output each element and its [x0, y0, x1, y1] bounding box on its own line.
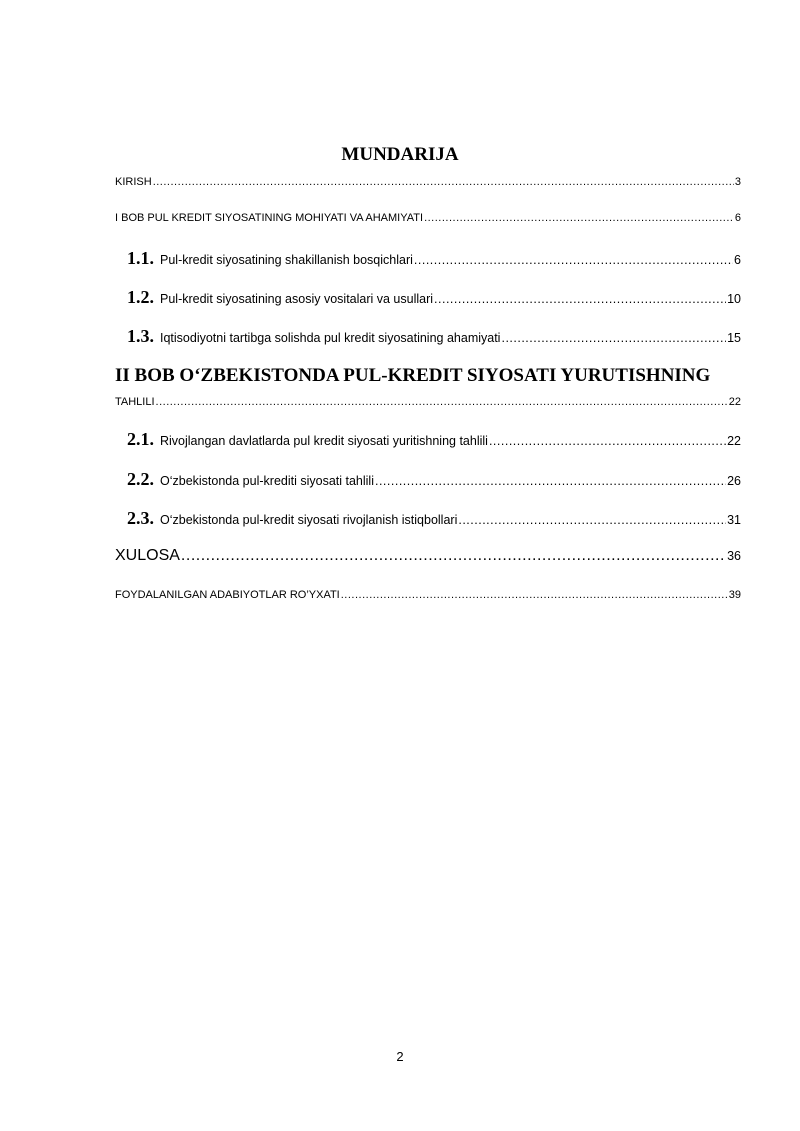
toc-leader-dots [424, 212, 734, 224]
toc-page-number: 22 [728, 396, 741, 408]
toc-entry-kirish[interactable] [115, 176, 741, 188]
toc-leader-dots [341, 589, 728, 601]
toc-entry-chapter-2[interactable] [115, 396, 741, 408]
toc-page-number: 3 [734, 176, 741, 188]
toc-entry-chapter-1[interactable] [115, 212, 741, 224]
toc-section-number: 1.3. [127, 326, 154, 346]
toc-section-number: 2.2. [127, 469, 154, 489]
toc-leader-dots [458, 513, 726, 527]
toc-leader-dots [181, 547, 726, 565]
toc-entry-label: O‘zbekistonda pul-kredit siyosati rivojlanish istiqbollari [160, 513, 458, 527]
toc-page-number: 15 [727, 331, 741, 345]
toc-page-number: 22 [727, 434, 741, 448]
toc-entry-label: O‘zbekistonda pul-krediti siyosati tahlili [160, 474, 374, 488]
toc-entry-references[interactable] [115, 589, 741, 601]
toc-entry-section-1-3[interactable] [127, 326, 741, 347]
toc-leader-dots [156, 396, 728, 408]
toc-leader-dots [489, 434, 726, 448]
toc-page-number: 26 [727, 474, 741, 488]
toc-page-number: 6 [734, 212, 741, 224]
toc-leader-dots [414, 253, 733, 267]
toc-section-number: 2.1. [127, 429, 154, 449]
toc-section-number: 1.1. [127, 248, 154, 268]
toc-page-number: 10 [727, 292, 741, 306]
toc-entry-label: Rivojlangan davlatlarda pul kredit siyosati yuritishning tahlili [160, 434, 488, 448]
page-number: 2 [396, 1049, 404, 1064]
toc-entry-xulosa[interactable] [115, 547, 741, 565]
toc-chapter-2-heading[interactable]: II BOB O‘ZBEKISTONDA PUL-KREDIT SIYOSATI YURUTISHNING [115, 365, 711, 386]
toc-entry-section-1-2[interactable] [127, 287, 741, 308]
toc-entry-label: Iqtisodiyotni tartibga solishda pul kredit siyosatining ahamiyati [160, 331, 501, 345]
toc-entry-label: Pul-kredit siyosatining shakillanish bosqichlari [160, 253, 413, 267]
toc-section-number: 2.3. [127, 508, 154, 528]
toc-leader-dots [434, 292, 726, 306]
toc-page-number: 36 [727, 549, 741, 563]
toc-entry-label: TAHLILI [115, 396, 155, 408]
toc-entry-section-1-1[interactable] [127, 248, 741, 269]
toc-entry-label: XULOSA [115, 547, 180, 564]
toc-title: MUNDARIJA [341, 144, 459, 165]
toc-entry-section-2-2[interactable] [127, 469, 741, 490]
toc-entry-label: I BOB PUL KREDIT SIYOSATINING MOHIYATI VA AHAMIYATI [115, 212, 424, 224]
toc-entry-section-2-1[interactable] [127, 429, 741, 450]
toc-page-number: 6 [734, 253, 741, 267]
toc-entry-label: Pul-kredit siyosatining asosiy vositalari va usullari [160, 292, 434, 306]
toc-leader-dots [375, 474, 726, 488]
toc-page-number: 31 [727, 513, 741, 527]
toc-entry-label: FOYDALANILGAN ADABIYOTLAR RO’YXATI [115, 589, 340, 601]
toc-entry-label: KIRISH [115, 176, 152, 188]
toc-page-number: 39 [728, 589, 741, 601]
toc-leader-dots [153, 176, 734, 188]
toc-section-number: 1.2. [127, 287, 154, 307]
toc-entry-section-2-3[interactable] [127, 508, 741, 529]
toc-leader-dots [501, 331, 726, 345]
